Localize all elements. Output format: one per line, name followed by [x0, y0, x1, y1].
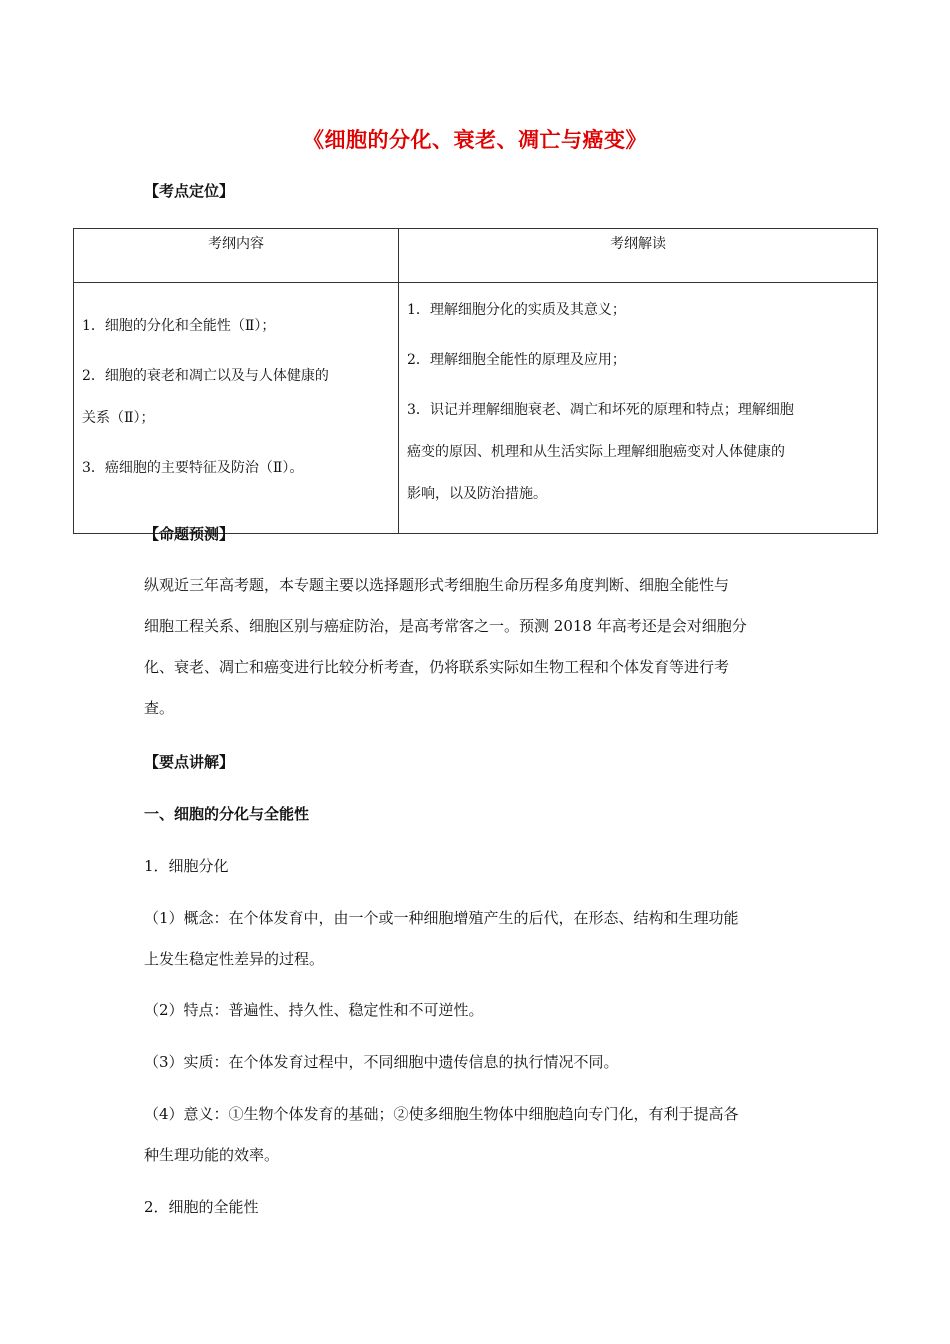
table-cell-content — [74, 283, 399, 534]
list-item: 影响，以及防治措施。 — [407, 486, 547, 502]
point-essence: （3）实质：在个体发育过程中，不同细胞中遗传信息的执行情况不同。 — [144, 1053, 619, 1071]
list-item: 3．识记并理解细胞衰老、凋亡和坏死的原理和特点；理解细胞 — [407, 402, 794, 418]
table-header-row — [74, 229, 878, 283]
list-item: 1．理解细胞分化的实质及其意义； — [407, 302, 626, 318]
list-item: 癌变的原因、机理和从生活实际上理解细胞癌变对人体健康的 — [407, 444, 785, 460]
syllabus-table — [73, 228, 878, 534]
paragraph-line: 查。 — [144, 699, 175, 717]
point-concept-line1: （1）概念：在个体发育中，由一个或一种细胞增殖产生的后代，在形态、结构和生理功能 — [144, 909, 739, 927]
table-header-interpretation: 考纲解读 — [399, 229, 878, 283]
point-significance-line2: 种生理功能的效率。 — [144, 1146, 280, 1164]
section-heading-prediction: 【命题预测】 — [144, 525, 235, 543]
table-header-content: 考纲内容 — [74, 229, 399, 283]
list-item: 1．细胞的分化和全能性（Ⅱ）； — [82, 318, 276, 334]
list-item: 2．细胞的衰老和凋亡以及与人体健康的 — [82, 368, 329, 384]
prediction-paragraph — [144, 565, 814, 729]
subheading-totipotency: 2．细胞的全能性 — [144, 1198, 259, 1216]
list-item: 关系（Ⅱ）； — [82, 410, 155, 426]
paragraph-line: 化、衰老、凋亡和癌变进行比较分析考查，仍将联系实际如生物工程和个体发育等进行考 — [144, 658, 730, 676]
section-heading-key-points: 【要点讲解】 — [144, 753, 235, 771]
subheading-cell-differentiation: 1．细胞分化 — [144, 857, 229, 875]
section-heading-exam-points: 【考点定位】 — [144, 182, 235, 200]
list-item: 3．癌细胞的主要特征及防治（Ⅱ）。 — [82, 460, 304, 476]
point-features: （2）特点：普遍性、持久性、稳定性和不可逆性。 — [144, 1001, 484, 1019]
table-row — [74, 283, 878, 534]
document-title: 《细胞的分化、衰老、凋亡与癌变》 — [303, 128, 647, 152]
table-cell-interpretation — [399, 283, 878, 534]
list-item: 2．理解细胞全能性的原理及应用； — [407, 352, 626, 368]
subsection-title-differentiation: 一、细胞的分化与全能性 — [144, 805, 310, 823]
paragraph-line: 纵观近三年高考题，本专题主要以选择题形式考细胞生命历程多角度判断、细胞全能性与 — [144, 576, 730, 594]
paragraph-line: 细胞工程关系、细胞区别与癌症防治，是高考常客之一。预测 2018 年高考还是会对细胞分 — [144, 617, 747, 635]
point-significance-line1: （4）意义：①生物个体发育的基础；②使多细胞生物体中细胞趋向专门化，有利于提高各 — [144, 1105, 739, 1123]
point-concept-line2: 上发生稳定性差异的过程。 — [144, 950, 325, 968]
